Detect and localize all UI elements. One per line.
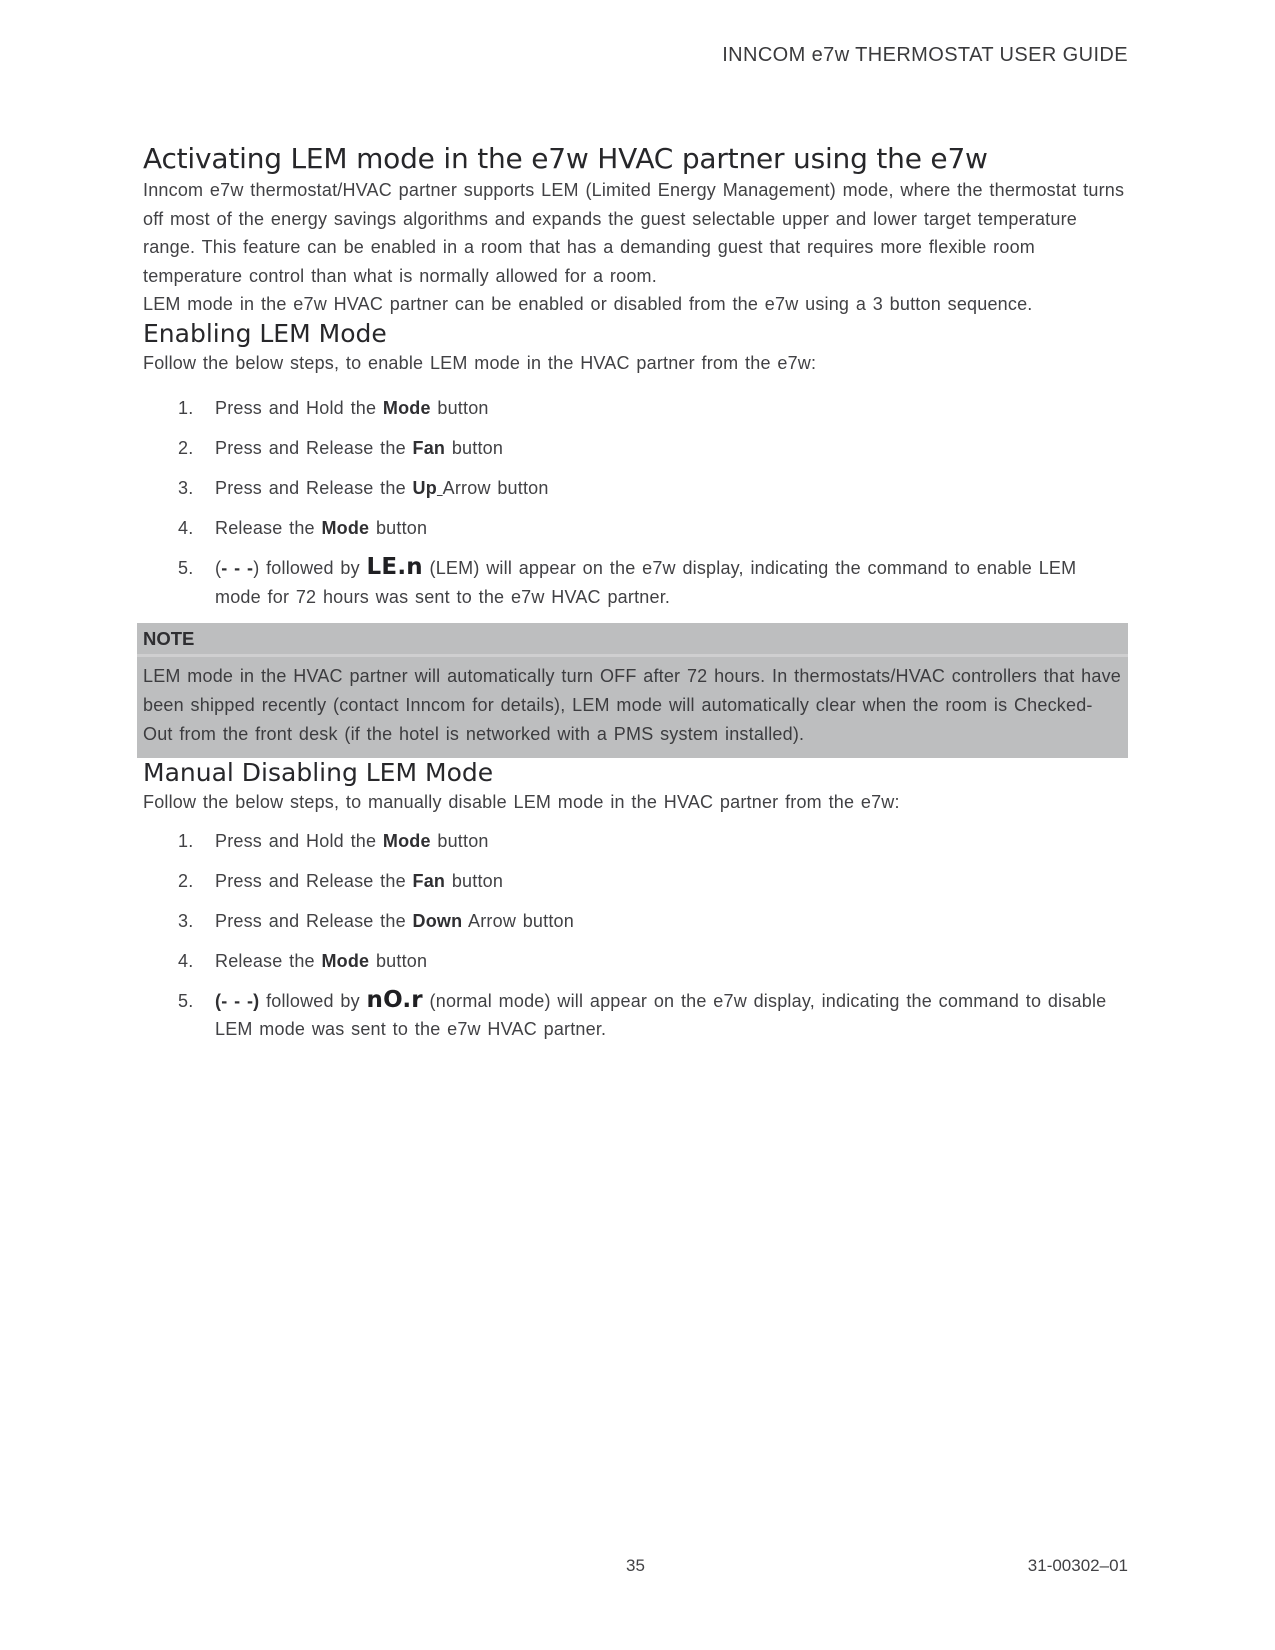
step-item — [143, 394, 1128, 423]
step-item — [143, 514, 1128, 543]
step-item — [143, 907, 1128, 936]
page-title: Activating LEM mode in the e7w HVAC partner using the e7w — [143, 142, 988, 175]
step-item — [143, 827, 1128, 856]
step-text: Press and Release the Up Arrow button — [215, 478, 549, 498]
step-number: 4. — [178, 518, 194, 538]
step-text: Release the Mode button — [215, 518, 428, 538]
step-text: (- - -) followed by LE.n (LEM) will appear on the e7w display, indicating the command to enable LEM mode for 72 hours was sent to the e7w HVAC partner. — [215, 554, 1077, 607]
disabling-lead-paragraph: Follow the below steps, to manually disable LEM mode in the HVAC partner from the e7w: — [143, 792, 900, 812]
step-number: 2. — [178, 438, 194, 458]
step-text: Release the Mode button — [215, 950, 428, 971]
document-number: 31-00302–01 — [1027, 1556, 1128, 1575]
step-text: Press and Hold the Mode button — [215, 830, 489, 851]
step-item — [143, 474, 1128, 503]
step-text: Press and Release the Fan button — [215, 438, 504, 458]
note-label: NOTE — [137, 623, 1128, 657]
running-header — [722, 44, 1128, 67]
step-item — [143, 554, 1128, 611]
step-text: Press and Release the Down Arrow button — [215, 910, 574, 931]
note-body-text: LEM mode in the HVAC partner will automatically turn OFF after 72 hours. In thermostats/HVAC controllers that have been shipped recently (contact Inncom for details), LEM mode will automatically clear when the room is Checked-Out from the front desk (if the hotel is networked with a PMS system installed). — [143, 666, 1122, 744]
step-text: Press and Hold the Mode button — [215, 398, 489, 418]
step-item — [143, 987, 1128, 1044]
step-number: 3. — [178, 478, 194, 498]
step-text: (- - -) followed by nO.r (normal mode) will appear on the e7w display, indicating the command to disable LEM mode was sent to the e7w HVAC partner. — [215, 986, 1107, 1039]
disabling-steps-list — [143, 827, 1128, 1044]
step-number: 1. — [178, 830, 194, 851]
page-number: 35 — [626, 1556, 645, 1575]
doc-title: INNCOM e7w THERMOSTAT USER GUIDE — [722, 44, 1128, 66]
enabling-lead-paragraph: Follow the below steps, to enable LEM mode in the HVAC partner from the e7w: — [143, 352, 817, 373]
step-number: 4. — [178, 950, 194, 971]
enabling-steps-list — [143, 394, 1128, 611]
step-item — [143, 867, 1128, 896]
intro-paragraph-2: LEM mode in the e7w HVAC partner can be enabled or disabled from the e7w using a 3 button sequence. — [143, 294, 1033, 314]
section-heading-manual-disabling-lem-mode: Manual Disabling LEM Mode — [143, 758, 494, 787]
step-number: 2. — [178, 870, 194, 891]
note-box — [137, 623, 1128, 758]
intro-paragraph-1: Inncom e7w thermostat/HVAC partner supports LEM (Limited Energy Management) mode, where the thermostat turns off most of the energy savings algorithms and expands the guest selectable upper and lower target temperature range. This feature can be enabled in a room that has a demanding guest that requires more flexible room temperature control than what is normally allowed for a room. — [143, 180, 1125, 286]
step-number: 3. — [178, 910, 194, 931]
step-item — [143, 947, 1128, 976]
page-content — [143, 141, 1128, 1044]
section-heading-enabling-lem-mode: Enabling LEM Mode — [143, 318, 387, 348]
step-text: Press and Release the Fan button — [215, 870, 504, 891]
step-number: 5. — [178, 558, 194, 578]
step-item — [143, 434, 1128, 463]
step-number: 1. — [178, 398, 194, 418]
step-number: 5. — [178, 990, 194, 1011]
